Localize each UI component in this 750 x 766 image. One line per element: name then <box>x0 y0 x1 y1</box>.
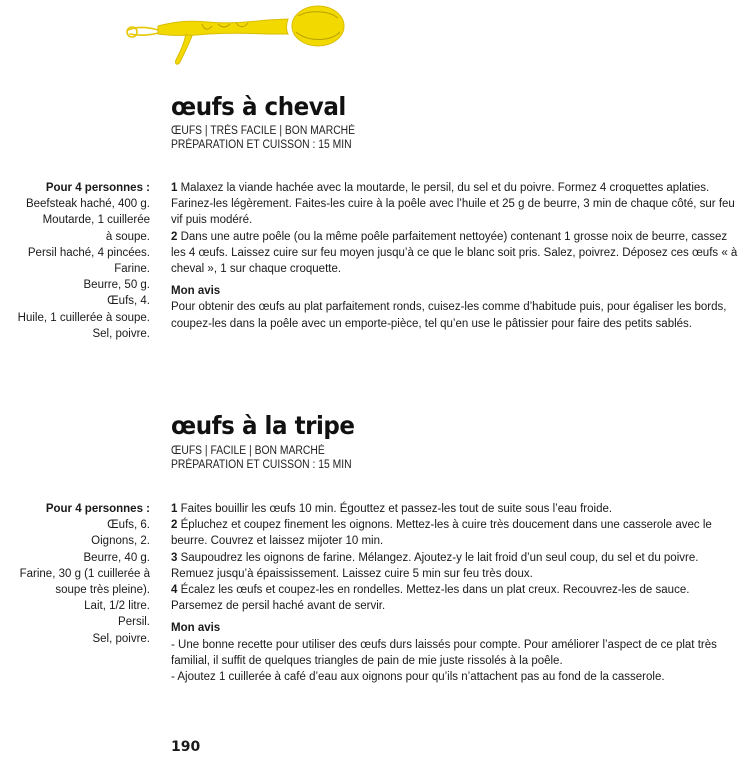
ingredients-list <box>0 180 150 342</box>
ingredient-item: Sel, poivre. <box>92 327 150 340</box>
recipe-prep-time: PRÉPARATION ET CUISSON : 15 MIN <box>171 139 352 151</box>
ingredient-item: Sel, poivre. <box>92 632 150 645</box>
step-number: 3 <box>171 551 178 564</box>
recipe-title: œufs à la tripe <box>171 411 355 440</box>
ingredients-list <box>0 501 150 647</box>
recipe-steps <box>171 180 741 332</box>
step-text: Dans une autre poêle (ou la même poêle parfaitement nettoyée) contenant 1 grosse noix de beurre, cassez les 4 œufs. Laissez cuire sur feu moyen jusqu’à ce que le blanc soit pris. Salez, poivrez. Déposez ces œufs « à cheval », 1 sur chaque croquette. <box>171 230 738 276</box>
ingredient-item: Beurre, 50 g. <box>83 279 150 292</box>
ingredient-item: Farine, 30 g (1 cuillerée à <box>19 567 150 580</box>
ingredient-item: Farine. <box>114 263 150 276</box>
recipe-steps <box>171 501 741 685</box>
ingredient-item: Oignons, 2. <box>91 535 150 548</box>
step <box>171 517 741 549</box>
step <box>171 582 741 614</box>
step-text: Saupoudrez les oignons de farine. Mélangez. Ajoutez-y le lait froid d’un seul coup, du sel et du poivre. Remuez jusqu’à épaississement. Laissez cuire 5 min sur feu très doux. <box>171 551 699 580</box>
page-number: 190 <box>171 739 201 755</box>
ingredient-item: Beefsteak haché, 400 g. <box>25 198 150 211</box>
step-number: 4 <box>171 584 178 597</box>
ingredients-heading: Pour 4 personnes : <box>45 182 150 194</box>
step <box>171 501 741 517</box>
step-number: 2 <box>171 230 178 243</box>
step-text: Épluchez et coupez finement les oignons. Mettez-les à cuire très doucement dans une casserole avec le beurre. Couvrez et laissez mijoter 10 min. <box>171 519 712 548</box>
ingredients-heading: Pour 4 personnes : <box>45 503 150 515</box>
step <box>171 229 741 278</box>
recipe-category: ŒUFS | FACILE | BON MARCHÉ <box>171 445 325 457</box>
step-text: Malaxez la viande hachée avec la moutarde, le persil, du sel et du poivre. Formez 4 croquettes aplaties. Farinez-les légèrement. Faites-les cuire à la poêle avec l’huile et 25 g de beurre, 3 min de chaque côté, sur feu vif puis modéré. <box>171 182 735 227</box>
step-number: 2 <box>171 519 178 532</box>
ingredient-item: Persil. <box>118 616 150 629</box>
ingredient-item: à soupe. <box>105 230 150 243</box>
ingredient-item: Huile, 1 cuillerée à soupe. <box>17 311 150 324</box>
ingredient-item: Œufs, 4. <box>107 295 150 308</box>
avis-text: - Ajoutez 1 cuillerée à café d’eau aux oignons pour qu’ils n’attachent pas au fond de la casserole. <box>171 671 665 684</box>
step-number: 1 <box>171 503 178 515</box>
ingredient-item: Persil haché, 4 pincées. <box>27 246 150 259</box>
ingredient-item: soupe très pleine). <box>55 584 150 597</box>
ingredient-item: Œufs, 6. <box>107 519 150 532</box>
ingredient-item: Moutarde, 1 cuillerée <box>42 214 150 227</box>
step <box>171 180 741 229</box>
step <box>171 550 741 582</box>
avis-text: - Une bonne recette pour utiliser des œufs durs laissés pour compte. Pour améliorer l’aspect de ce plat très familial, il suffit de quelques triangles de pain de mie juste rissolés à la poêle. <box>171 638 717 667</box>
recipe-title: œufs à cheval <box>171 92 346 121</box>
avis-text: Pour obtenir des œufs au plat parfaitement ronds, cuisez-les comme d’habitude puis, pour égaliser les bords, coupez-les dans la poêle avec un emporte-pièce, tel qu’en use le pâtissier pour faire des petits sablés. <box>171 301 727 330</box>
avis-heading: Mon avis <box>171 285 221 298</box>
step-text: Écalez les œufs et coupez-les en rondelles. Mettez-les dans un plat creux. Recouvrez-les de sauce. Parsemez de persil haché avant de servir. <box>171 584 690 613</box>
ingredient-item: Lait, 1/2 litre. <box>84 600 150 613</box>
egg-spoon-illustration-icon <box>118 0 358 72</box>
step-text: Faites bouillir les œufs 10 min. Égouttez et passez-les tout de suite sous l’eau froide. <box>177 503 613 515</box>
recipe-category: ŒUFS | TRÈS FACILE | BON MARCHÉ <box>171 125 356 137</box>
ingredient-item: Beurre, 40 g. <box>83 551 150 564</box>
recipe-prep-time: PRÉPARATION ET CUISSON : 15 MIN <box>171 459 352 471</box>
step-number: 1 <box>171 182 178 194</box>
avis-heading: Mon avis <box>171 622 221 635</box>
